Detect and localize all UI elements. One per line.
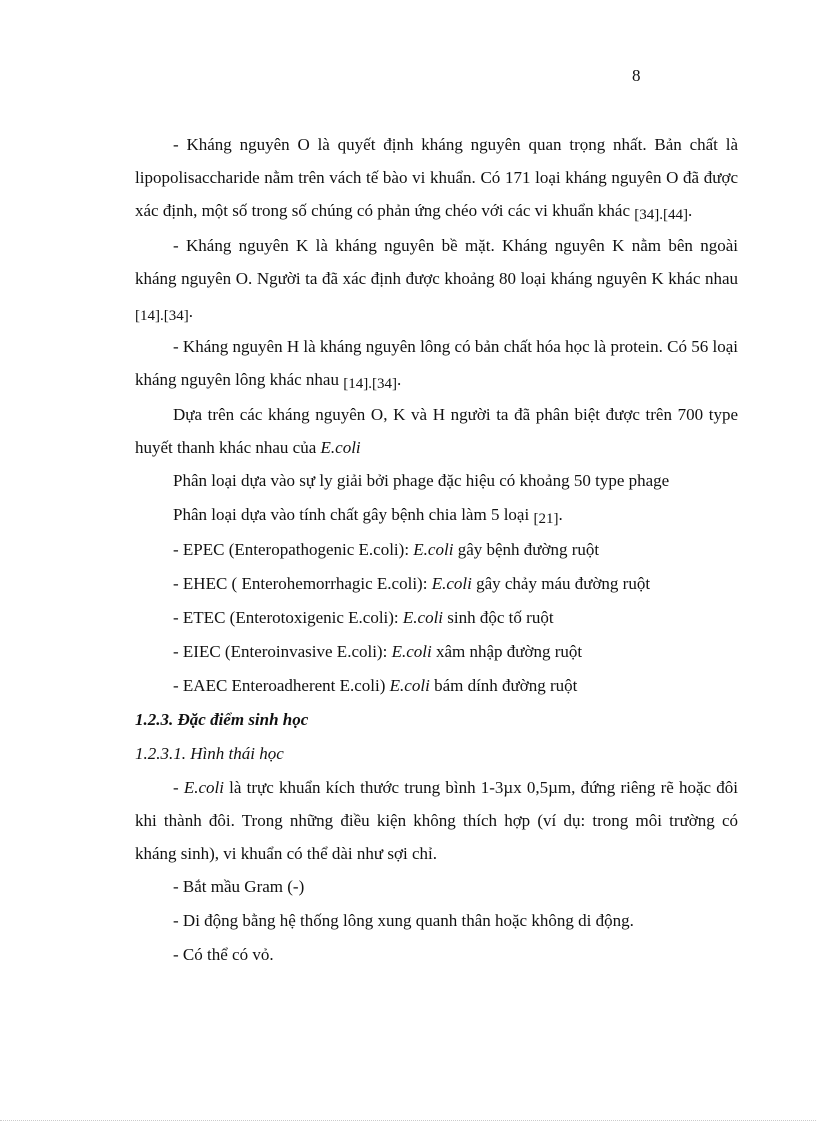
paragraph-text: là trực khuẩn kích thước trung bình 1-3µx 0,5µm, đứng riêng rẽ hoặc đôi khi thành đôi. Trong những điều kiện không thích hợp (ví dụ: trong môi trường có kháng sinh), vi khuẩn có thể dài như sợi chỉ. xyxy=(135,778,738,863)
species-name: E.coli xyxy=(183,778,224,797)
paragraph-pathogenic xyxy=(135,498,738,533)
subsection-heading: 1.2.3.1. Hình thái học xyxy=(135,744,284,763)
paragraph-text: Phân loại dựa vào tính chất gây bệnh chia làm 5 loại xyxy=(173,505,534,524)
document-body xyxy=(135,128,738,972)
species-name: E.coli xyxy=(320,438,361,457)
pathotype-item xyxy=(135,601,738,635)
pathotype-description: sinh độc tố ruột xyxy=(443,608,554,627)
pathotype-label: - EIEC (Enteroinvasive E.coli): xyxy=(173,642,392,661)
species-name: E.coli xyxy=(431,574,472,593)
species-name: E.coli xyxy=(402,608,444,627)
paragraph-k-antigen xyxy=(135,229,738,330)
pathotype-description: gây chảy máu đường ruột xyxy=(471,574,651,593)
pathotype-description: xâm nhập đường ruột xyxy=(431,642,583,661)
citation: [21] xyxy=(533,511,559,527)
period: . xyxy=(188,302,193,321)
pathotype-item xyxy=(135,533,738,567)
paragraph-h-antigen xyxy=(135,330,738,398)
citation: [14].[34] xyxy=(343,376,397,392)
paragraph-serotype xyxy=(135,398,738,464)
period: . xyxy=(558,505,563,524)
pathotype-item xyxy=(135,635,738,669)
species-name: E.coli xyxy=(413,540,454,559)
pathotype-item xyxy=(135,669,738,703)
pathotype-description: bám dính đường ruột xyxy=(429,676,578,695)
period: . xyxy=(396,370,402,389)
paragraph-text: - Kháng nguyên O là quyết định kháng nguyên quan trọng nhất. Bản chất là lipopolisaccharide nằm trên vách tế bào vi khuẩn. Có 171 loại kháng nguyên O đã được xác định, một số trong số chúng có phản ứng chéo với các vi khuẩn khác xyxy=(135,135,738,220)
pathotype-label: - ETEC (Enterotoxigenic E.coli): xyxy=(173,608,403,627)
pathotype-label: - EAEC Enteroadherent E.coli) xyxy=(173,676,390,695)
paragraph-text: - Kháng nguyên H là kháng nguyên lông có bản chất hóa học là protein. Có 56 loại kháng nguyên lông khác nhau xyxy=(135,337,738,389)
page-bottom-border xyxy=(0,1120,816,1121)
property-item: - Có thể có vỏ. xyxy=(173,945,274,964)
pathotype-label: - EPEC (Enteropathogenic E.coli): xyxy=(173,540,414,559)
paragraph-o-antigen xyxy=(135,128,738,229)
paragraph-morphology: - E.coli là trực khuẩn kích thước trung bình 1-3µx 0,5µm, đứng riêng rẽ hoặc đôi khi thành đôi. Trong những điều kiện không thích hợp (ví dụ: trong môi trường có kháng sinh), vi khuẩn có thể dài như sợi chỉ. xyxy=(135,778,738,863)
pathotype-label: - EHEC ( Enterohemorrhagic E.coli): xyxy=(173,574,432,593)
property-item: - Bắt mầu Gram (-) xyxy=(173,877,305,896)
period: . xyxy=(688,201,693,220)
property-item: - Di động bằng hệ thống lông xung quanh thân hoặc không di động. xyxy=(173,911,634,930)
citation: [34].[44] xyxy=(634,207,689,223)
species-name: E.coli xyxy=(391,642,432,661)
paragraph-text: Dựa trên các kháng nguyên O, K và H người ta đã phân biệt được trên 700 type huyết thanh khác nhau của xyxy=(135,405,738,457)
section-heading: 1.2.3. Đặc điểm sinh học xyxy=(135,710,309,729)
citation: [14].[34] xyxy=(135,308,189,324)
paragraph-text: - Kháng nguyên K là kháng nguyên bề mặt. Kháng nguyên K nằm bên ngoài kháng nguyên O. Người ta đã xác định được khoảng 80 loại kháng nguyên K khác nhau xyxy=(135,236,738,288)
pathotype-item xyxy=(135,567,738,601)
paragraph-phage: Phân loại dựa vào sự ly giải bởi phage đặc hiệu có khoảng 50 type phage xyxy=(173,471,670,490)
species-name: E.coli xyxy=(389,676,430,695)
pathotype-description: gây bệnh đường ruột xyxy=(453,540,600,559)
page-number: 8 xyxy=(632,66,641,85)
